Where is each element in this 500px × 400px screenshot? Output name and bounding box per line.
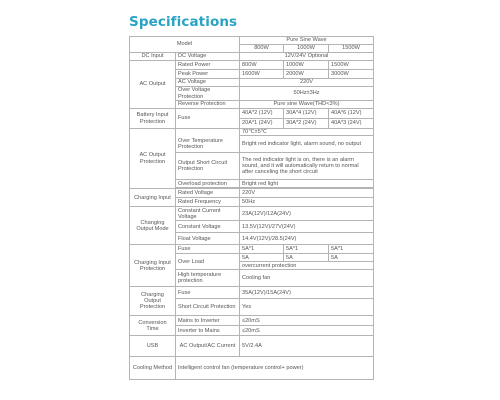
row-label: Over Voltage Protection — [176, 87, 240, 101]
row-label: Peak Power — [176, 70, 240, 79]
row-value: 5V/2.4A — [240, 336, 374, 357]
cell-value: 40A*2 (12V) — [240, 109, 284, 119]
row-label: Short Circuit Protection — [176, 299, 240, 316]
row-value: overcurrent protection — [240, 262, 374, 270]
row-label: Rated Power — [176, 61, 240, 70]
cell-value: 5A*1 — [284, 245, 329, 254]
page-title: Specifications — [129, 14, 238, 30]
row-label: Output Short Circuit Protection — [176, 153, 240, 180]
table-row — [130, 357, 374, 380]
cell-value: 40A*3 (24V) — [329, 119, 374, 129]
row-value: 220V — [240, 79, 374, 87]
cell-value: 5A — [329, 254, 374, 262]
table-row — [130, 336, 374, 357]
row-value: Yes — [240, 299, 374, 316]
row-value: ≤20mS — [240, 326, 374, 336]
cell-value: 30A*2 (24V) — [284, 119, 329, 129]
cell-value: 2000W — [284, 70, 329, 79]
row-label-blank — [176, 129, 240, 136]
row-label: Mains to Inverter — [176, 316, 240, 326]
row-label: Rated Frequency — [176, 198, 240, 207]
cell-value: 800W — [240, 61, 284, 70]
category-ac-output: AC Output — [130, 61, 176, 109]
row-label: High temperature protection — [176, 270, 240, 287]
row-value: 14.4V(12V)/28.5(24V) — [240, 233, 374, 245]
cell-value: 1000W — [284, 61, 329, 70]
category-charging-input: Charging Input — [130, 189, 176, 207]
row-label: Inverter to Mains — [176, 326, 240, 336]
watt-header: 1000W — [284, 45, 329, 53]
table-row — [130, 245, 374, 254]
row-value: The red indicator light is on, there is an alarm sound, and it will automatically return to normal after canceling the short circuit — [240, 153, 374, 180]
cell-value: 30A*4 (12V) — [284, 109, 329, 119]
cell-value: 20A*1 (24V) — [240, 119, 284, 129]
row-value: 13.5V(12V)/27V(24V) — [240, 221, 374, 233]
row-value: Bright red indicator light, alarm sound, no output — [240, 136, 374, 153]
row-value: Pure sine Wave(THD<3%) — [240, 101, 374, 109]
row-label: Reverse Protection — [176, 101, 240, 109]
cell-value: 5A*1 — [240, 245, 284, 254]
cell-value: 1600W — [240, 70, 284, 79]
row-label: Rated Voltage — [176, 189, 240, 198]
category-charging-input-protection: Charging Input Protection — [130, 245, 176, 287]
table-row — [130, 109, 374, 119]
cell-value: 3000W — [329, 70, 374, 79]
watt-header: 1500W — [329, 45, 374, 53]
cell-value: 40A*6 (12V) — [329, 109, 374, 119]
row-label: Fuse — [176, 109, 240, 129]
table-row — [130, 316, 374, 326]
category-charging-output-mode: Changing Output Mode — [130, 207, 176, 245]
row-value: 220V — [240, 189, 374, 198]
table-row — [130, 189, 374, 198]
cell-value: 1500W — [329, 61, 374, 70]
category-conversion-time: Conversion Time — [130, 316, 176, 336]
category-charging-output-protection: Charging Output Protection — [130, 287, 176, 316]
cell-value: 5A — [240, 254, 284, 262]
cell-value: 5A — [284, 254, 329, 262]
row-label: Float Voltage — [176, 233, 240, 245]
row-label: AC Voltage — [176, 79, 240, 87]
row-label: Overload protection — [176, 180, 240, 188]
watt-header: 800W — [240, 45, 284, 53]
row-label: Over Temperature Protection — [176, 136, 240, 153]
row-value: 50Hz — [240, 198, 374, 207]
row-value: 12V/24V Optional — [240, 53, 374, 61]
row-label: Over Load — [176, 254, 240, 270]
pure-sine-wave-header: Pure Sine Wave — [240, 37, 374, 45]
row-value: Intelligent control fan (temperature control+ power) — [176, 357, 374, 380]
row-value: 35A(12V)/15A(24V) — [240, 287, 374, 299]
row-value: Bright red light — [240, 180, 374, 188]
table-row — [130, 37, 374, 45]
table-row — [130, 287, 374, 299]
row-label: Constant Current Voltage — [176, 207, 240, 221]
category-usb: USB — [130, 336, 176, 357]
row-value: Cooling fan — [240, 270, 374, 287]
table-row — [130, 129, 374, 136]
row-label: Fuse — [176, 245, 240, 254]
table-row — [130, 53, 374, 61]
category-ac-output-protection: AC Output Protection — [130, 129, 176, 189]
table-row — [130, 61, 374, 70]
row-label: Fuse — [176, 287, 240, 299]
specifications-table — [129, 36, 374, 380]
model-header: Model — [130, 37, 240, 53]
row-value: 50Hz±3Hz — [240, 87, 374, 101]
row-label: DC Voltage — [176, 53, 240, 61]
row-value: 23A(12V)/12A(24V) — [240, 207, 374, 221]
category-dc-input: DC Input — [130, 53, 176, 61]
category-cooling-method: Cooling Method — [130, 357, 176, 380]
row-label: AC Output/AC Current — [176, 336, 240, 357]
row-value: ≤20mS — [240, 316, 374, 326]
category-battery-input-protection: Battery Input Protection — [130, 109, 176, 129]
row-label: Constant Voltage — [176, 221, 240, 233]
cell-value: 5A*1 — [329, 245, 374, 254]
row-value: 70℃±5℃ — [240, 129, 374, 136]
table-row — [130, 207, 374, 221]
